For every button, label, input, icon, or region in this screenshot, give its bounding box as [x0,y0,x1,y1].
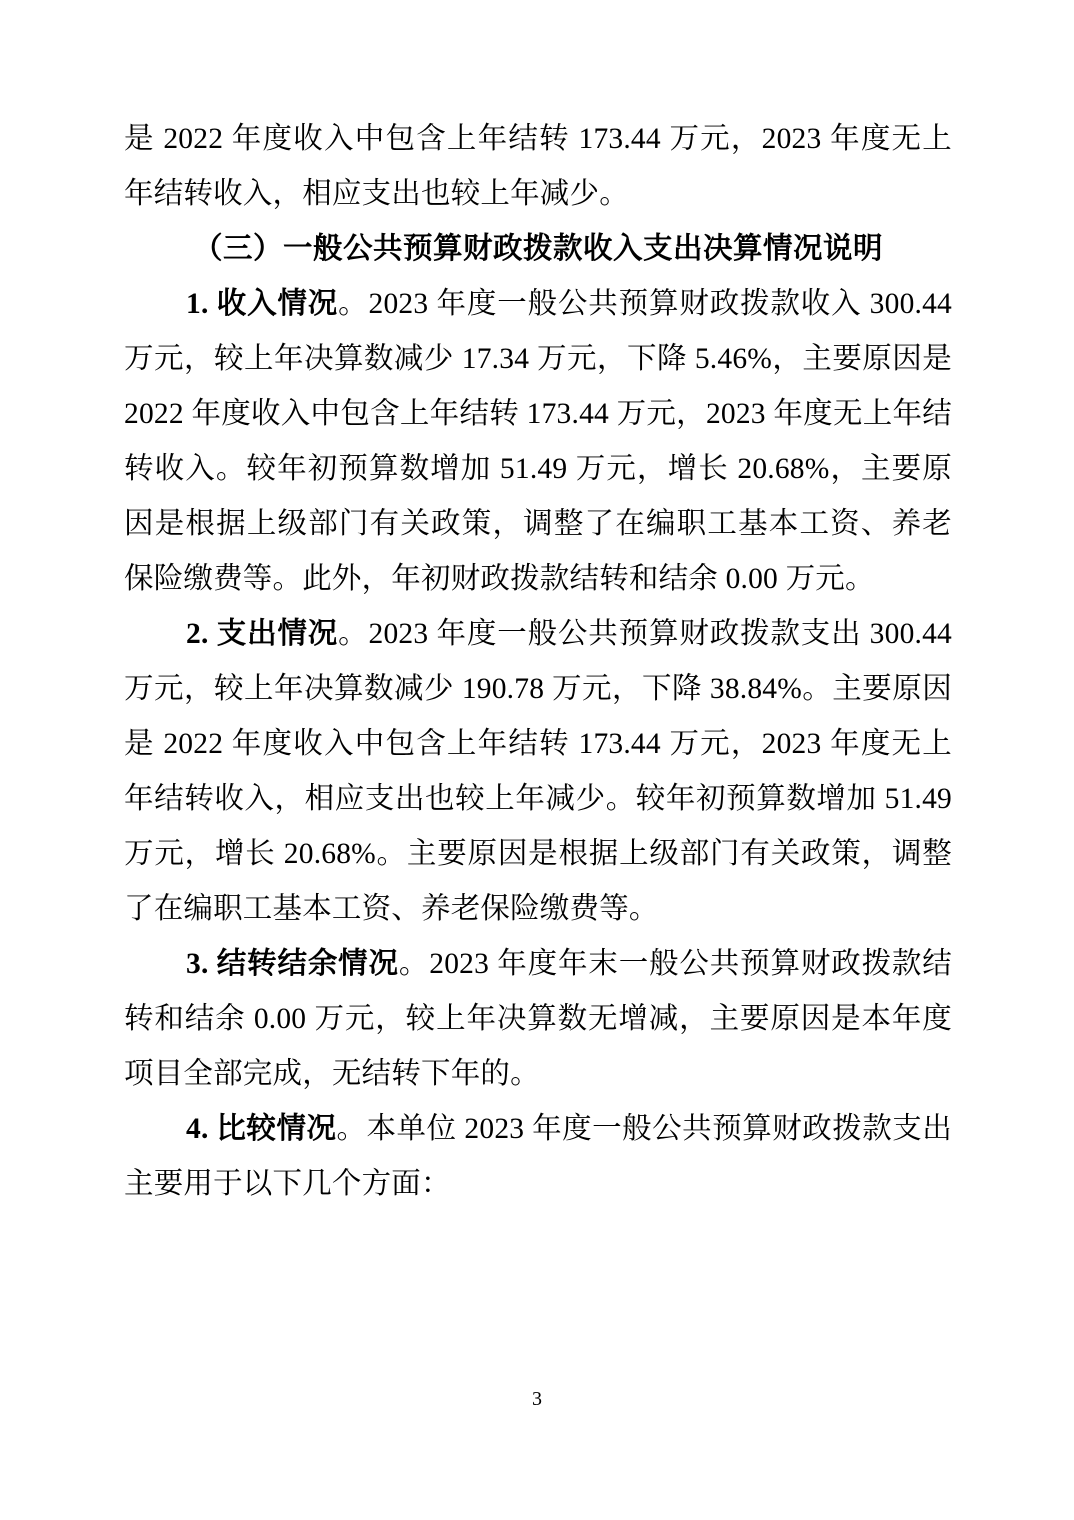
paragraph-comparison [124,1102,952,1212]
paragraph-income [124,277,952,607]
paragraph-comparison-text: 。本单位 2023 年度一般公共预算财政拨款支出主要用于以下几个方面： [124,1113,952,1200]
section-heading: （三）一般公共预算财政拨款收入支出决算情况说明 [192,233,883,265]
paragraph-carryover-text: 。2023 年度年末一般公共预算财政拨款结转和结余 0.00 万元，较上年决算数无增减，主要原因是本年度项目全部完成，无结转下年的。 [124,948,952,1090]
paragraph-expenditure [124,607,952,937]
document-body [124,112,952,1212]
paragraph-expenditure-text: 。2023 年度一般公共预算财政拨款支出 300.44 万元，较上年决算数减少 190.78 万元，下降 38.84%。主要原因是 2022 年度收入中包含上年结转 173.44 万元，2023 年度无上年结转收入，相应支出也较上年减少。较年初预算数增加 51.49 万元，增长 20.68%。主要原因是根据上级部门有关政策，调整了在编职工基本工资、养老保险缴费等。 [124,618,952,925]
paragraph-expenditure-lead: 2. 支出情况 [186,618,339,650]
paragraph-carryover [124,937,952,1102]
paragraph-carryover-lead: 3. 结转结余情况 [186,948,399,980]
paragraph-comparison-lead: 4. 比较情况 [186,1113,337,1145]
paragraph-income-text: 。2023 年度一般公共预算财政拨款收入 300.44 万元，较上年决算数减少 17.34 万元，下降 5.46%，主要原因是 2022 年度收入中包含上年结转 173.44 万元，2023 年度无上年结转收入。较年初预算数增加 51.49 万元，增长 20.68%，主要原因是根据上级部门有关政策，调整了在编职工基本工资、养老保险缴费等。此外，年初财政拨款结转和结余 0.00 万元。 [124,288,952,595]
page-number: 3 [532,1388,542,1410]
paragraph-continuation: 是 2022 年度收入中包含上年结转 173.44 万元，2023 年度无上年结转收入，相应支出也较上年减少。 [124,123,952,210]
paragraph-income-lead: 1. 收入情况 [186,288,339,320]
